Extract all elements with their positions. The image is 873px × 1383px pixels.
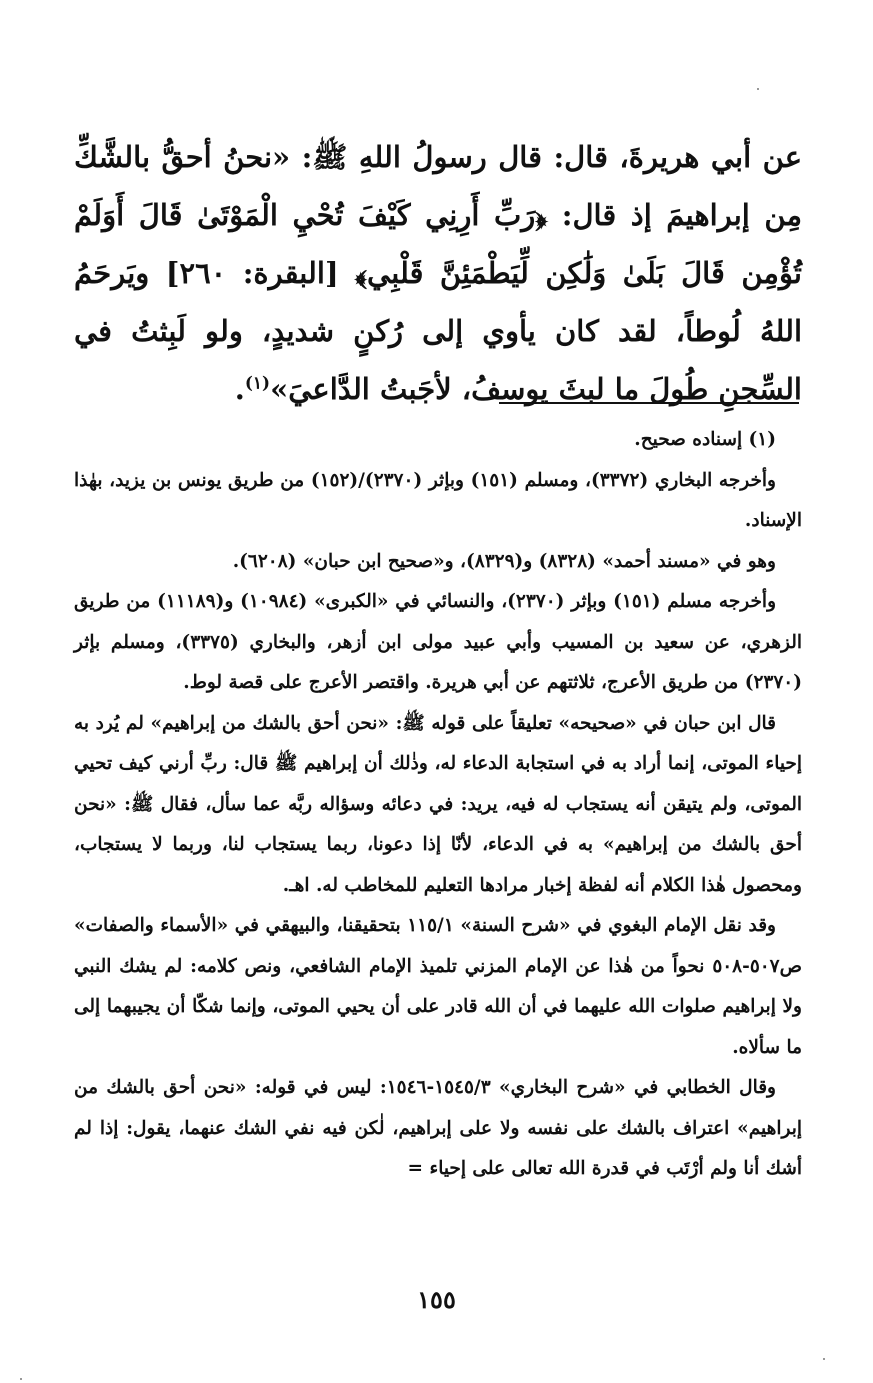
- hadith-end-mark: .: [234, 372, 245, 406]
- footnote-reference[interactable]: (١): [244, 373, 271, 394]
- footnote-paragraph: قال ابن حبان في «صحيحه» تعليقاً على قوله ﷺ: «نحن أحق بالشك من إبراهيم» لم يُرد به إحياء الموتى، إنما أراد به في استجابة الدعاء له، وذٰلك أن إبراهيم ﷺ قال: ربِّ أرني كيف تحيي الموتى، ولم يتيقن أنه يستجاب له فيه، يريد: في دعائه وسؤاله ربَّه عما سأل، فقال ﷺ: «نحن أحق بالشك من إبراهيم» به في الدعاء، لأنّا إذا دعونا، ربما يستجاب لنا، وربما لا يستجاب، ومحصول هٰذا الكلام أنه لفظة إخبار مرادها التعليم للمخاطب له. اهـ.: [74, 712, 802, 896]
- footnote-paragraph: (١) إسناده صحيح.: [634, 429, 776, 450]
- hadith-text: [74, 128, 802, 418]
- footnote-paragraph: وقال الخطابي في «شرح البخاري» ١٥٤٥/٣-١٥٤٦: ليس في قوله: «نحن أحق بالشك من إبراهيم» اعتراف بالشك على نفسه ولا على إبراهيم، لٰكن فيه نفي الشك عنهما، يقول: إذا لم أشك أنا ولم أرْتَب في قدرة الله تعالى على إحياء =: [74, 1077, 802, 1179]
- footnote-paragraph: وأخرجه مسلم (١٥١) وبإثر (٢٣٧٠)، والنسائي في «الكبرى» (١٠٩٨٤) و(١١١٨٩) من طريق الزهري، عن سعيد بن المسيب وأبي عبيد مولى ابن أزهر، والبخاري (٣٣٧٥)، ومسلم بإثر (٢٣٧٠) من طريق الأعرج، ثلاثتهم عن أبي هريرة. واقتصر الأعرج على قصة لوط.: [74, 591, 803, 693]
- hadith-paragraph: [74, 128, 802, 418]
- hadith-body: عن أبي هريرةَ، قال: قال رسولُ اللهِ ﷺ: «نحنُ أحقُّ بالشَّكِّ مِن إبراهيمَ إذ قال: ﴿رَبِّ أَرِنِي كَيْفَ تُحْيِ الْمَوْتَىٰ قَالَ أَوَلَمْ تُؤْمِن قَالَ بَلَىٰ وَلَٰكِن لِّيَطْمَئِنَّ قَلْبِي﴾ [البقرة: ٢٦٠] ويَرحَمُ اللهُ لُوطاً، لقد كان يأوي إلى رُكنٍ شديدٍ، ولو لَبِثتُ في السِّجنِ طُولَ ما لبثَ يوسفُ، لأجَبتُ الدَّاعيَ»: [74, 140, 803, 406]
- footnote-divider: [499, 402, 799, 404]
- footnote-paragraph: وأخرجه البخاري (٣٣٧٢)، ومسلم (١٥١) وبإثر (٢٣٧٠)/(١٥٢) من طريق يونس بن يزيد، بهٰذا الإسناد.: [74, 469, 802, 531]
- scan-speck: [20, 1378, 22, 1380]
- footnote-paragraph: وهو في «مسند أحمد» (٨٣٢٨) و(٨٣٢٩)، و«صحيح ابن حبان» (٦٢٠٨).: [232, 550, 776, 572]
- page-number: ١٥٥: [417, 1285, 456, 1314]
- footnote-paragraph: وقد نقل الإمام البغوي في «شرح السنة» ١١٥/١ بتحقيقنا، والبيهقي في «الأسماء والصفات» ص٥٠٧-٥٠٨ نحواً من هٰذا عن الإمام المزني تلميذ الإمام الشافعي، ونص كلامه: لم يشك النبي ولا إبراهيم صلوات الله عليهما في أن الله قادر على أن يحيي الموتى، وإنما شكّا أن يجيبهما إلى ما سألاه.: [74, 915, 802, 1058]
- scan-speck: [757, 88, 759, 90]
- footnotes: [74, 420, 802, 1190]
- scan-speck: [823, 1358, 825, 1360]
